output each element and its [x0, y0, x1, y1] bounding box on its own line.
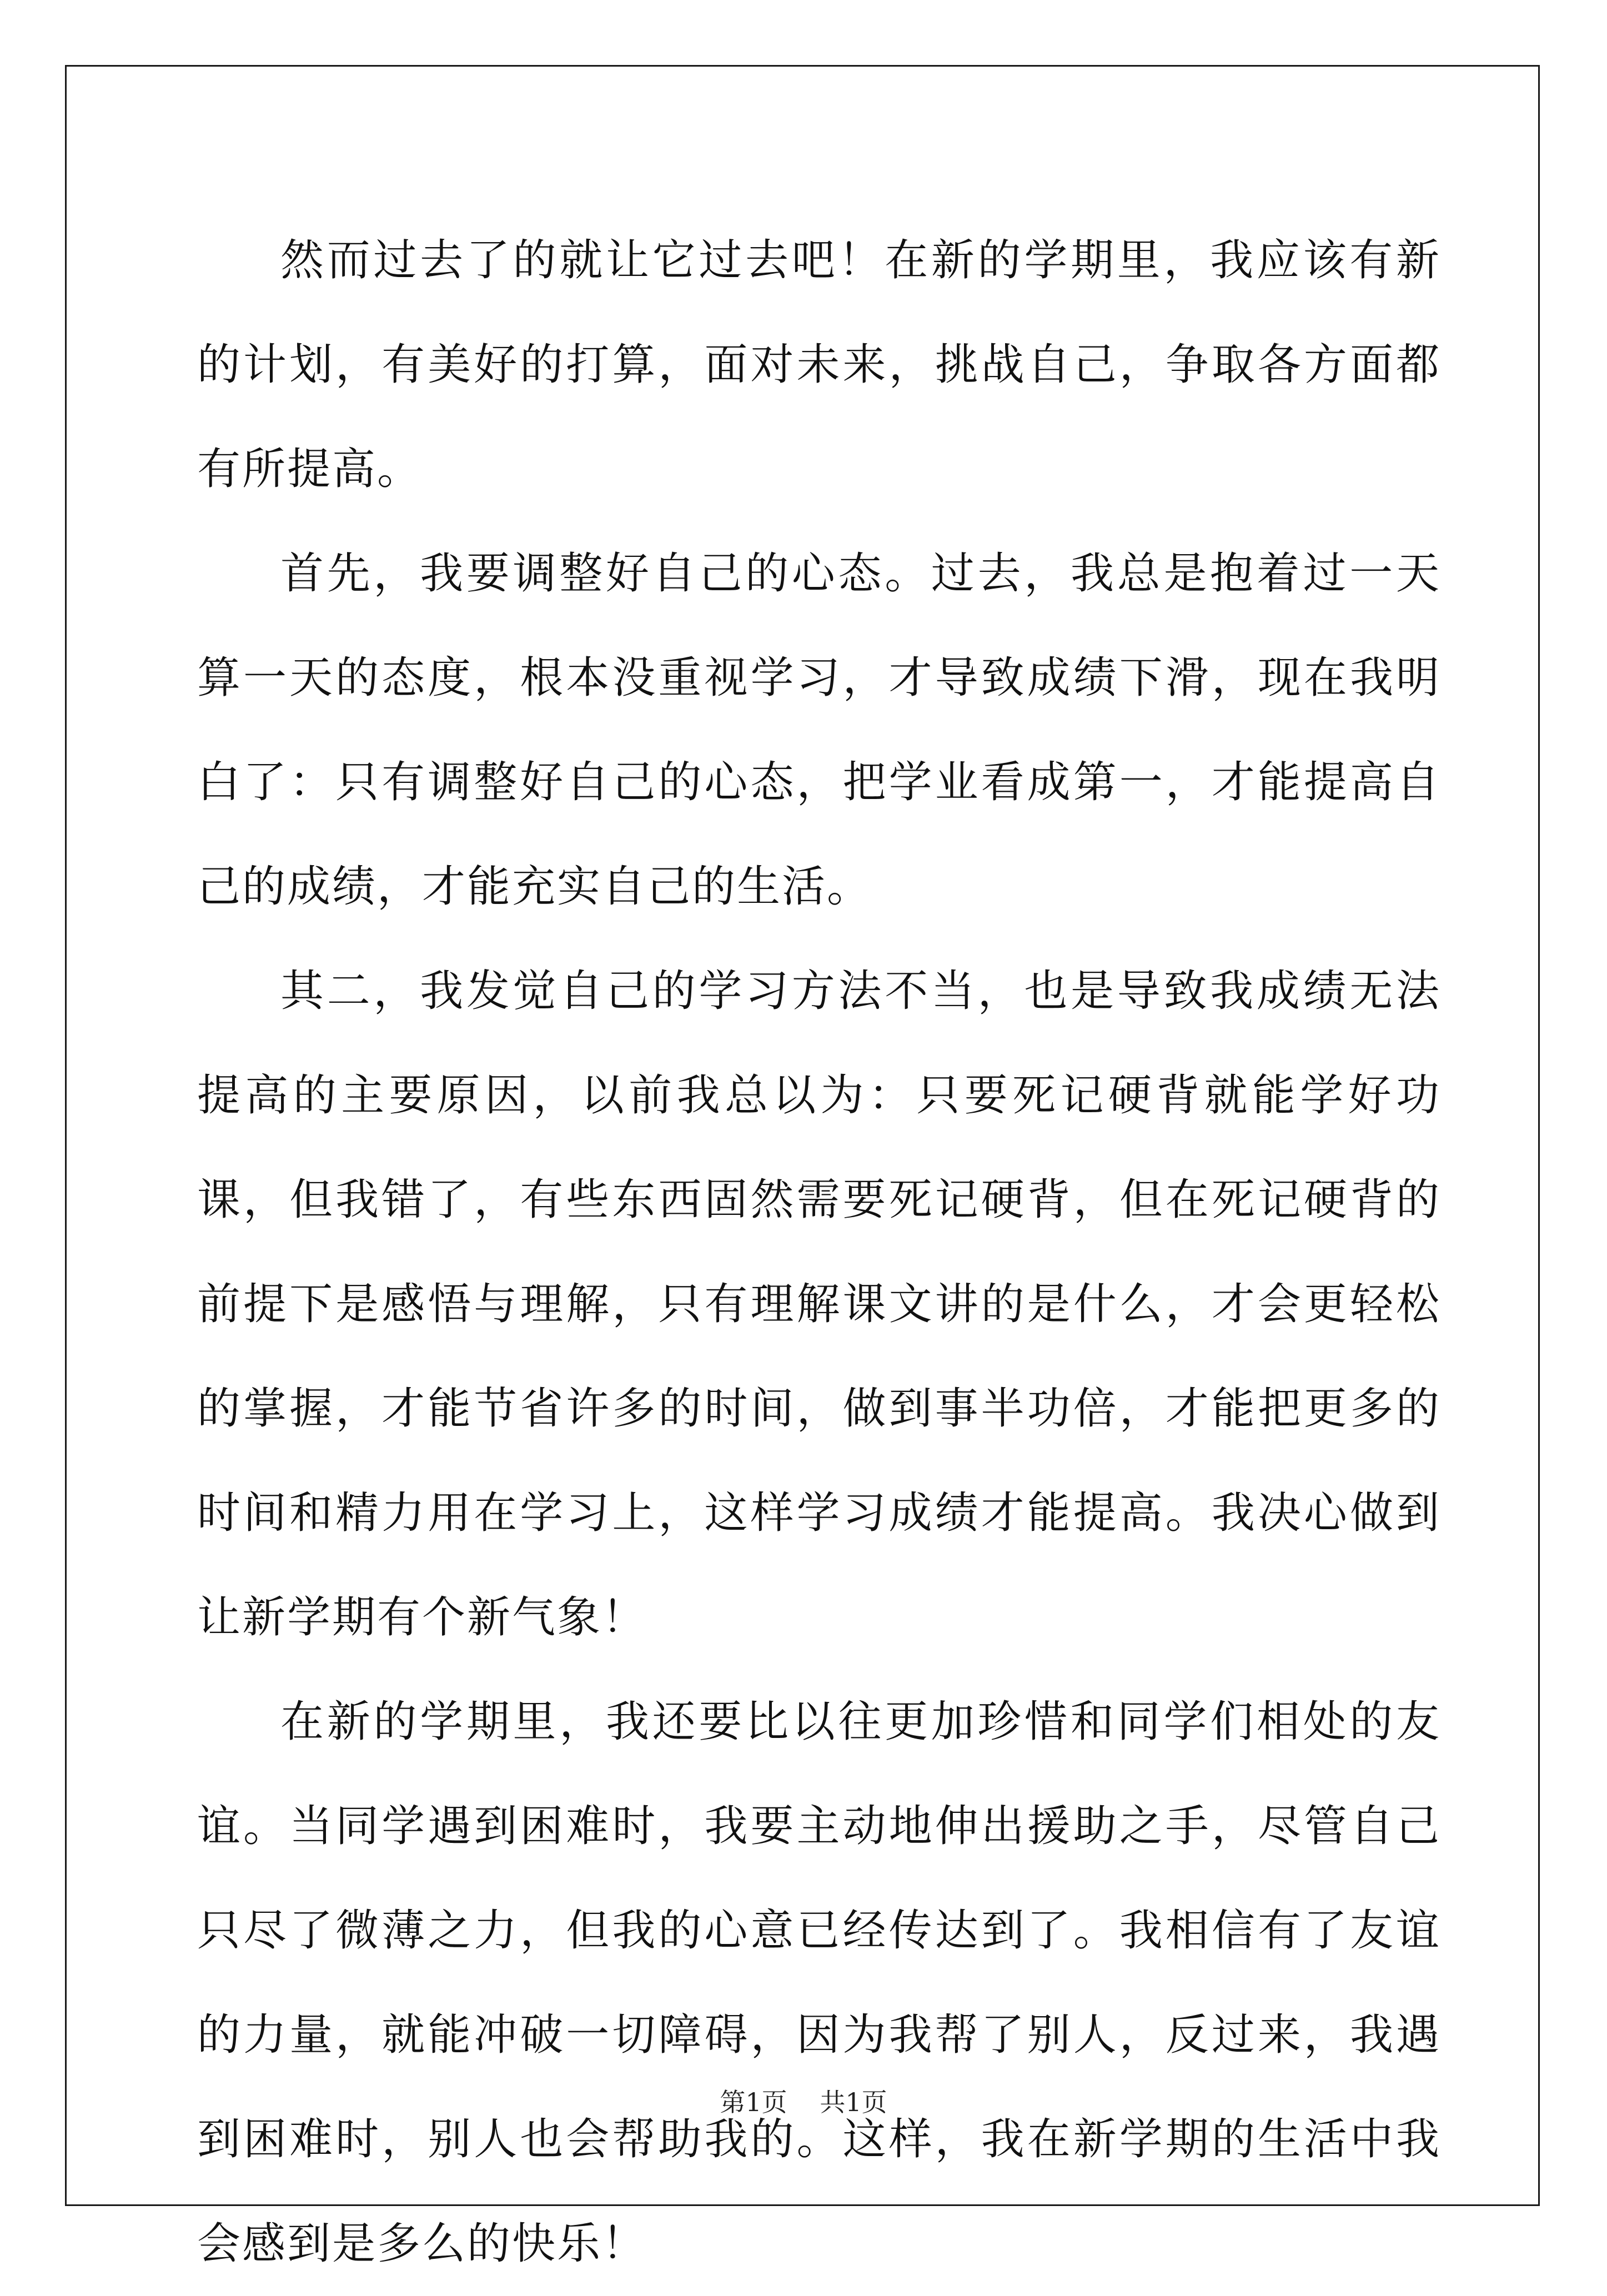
current-page-number: 第1页 — [720, 2087, 787, 2117]
paragraph-1: 然而过去了的就让它过去吧！在新的学期里，我应该有新的计划，有美好的打算，面对未来，挑战自己，争取各方面都有所提高。 — [197, 235, 1441, 494]
page-footer — [0, 2082, 1607, 2119]
document-body — [197, 208, 1441, 2296]
paragraph-4: 在新的学期里，我还要比以往更加珍惜和同学们相处的友谊。当同学遇到困难时，我要主动地伸出援助之手，尽管自己只尽了微薄之力，但我的心意已经传达到了。我相信有了友谊的力量，就能冲破一切障碍，因为我帮了别人，反过来，我遇到困难时，别人也会帮助我的。这样，我在新学期的生活中我会感到是多么的快乐！ — [197, 1697, 1441, 2269]
total-pages: 共1页 — [820, 2087, 887, 2117]
paragraph-3: 其二，我发觉自己的学习方法不当，也是导致我成绩无法提高的主要原因，以前我总以为：只要死记硬背就能学好功课，但我错了，有些东西固然需要死记硬背，但在死记硬背的前提下是感悟与理解，只有理解课文讲的是什么，才会更轻松的掌握，才能节省许多的时间，做到事半功倍，才能把更多的时间和精力用在学习上，这样学习成绩才能提高。我决心做到让新学期有个新气象！ — [197, 966, 1441, 1642]
paragraph-2: 首先，我要调整好自己的心态。过去，我总是抱着过一天算一天的态度，根本没重视学习，才导致成绩下滑，现在我明白了：只有调整好自己的心态，把学业看成第一，才能提高自己的成绩，才能充实自己的生活。 — [197, 549, 1441, 912]
